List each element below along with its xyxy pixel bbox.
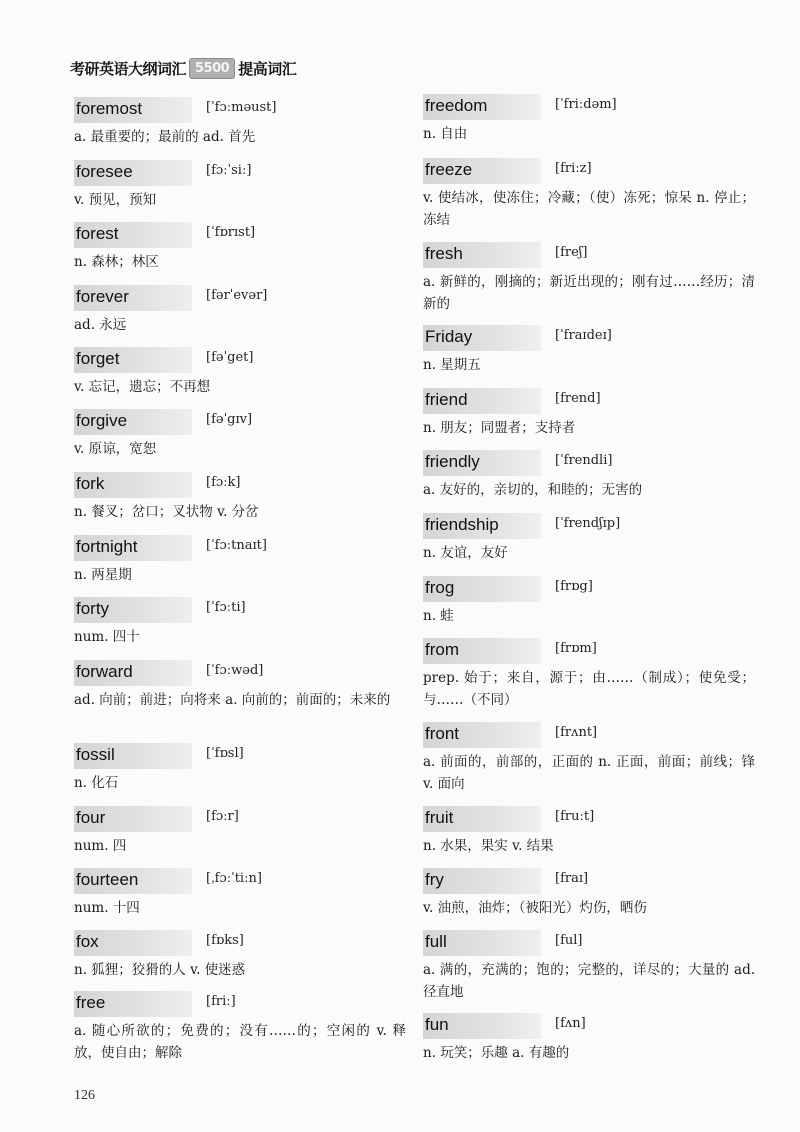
entry-word: forty (76, 599, 110, 618)
word-entry (74, 535, 406, 586)
entry-definition: a. 前面的，前部的，正面的 n. 正面，前面；前线；锋 v. 面向 (423, 754, 755, 792)
entry-phonetic: [fəˈget] (206, 350, 254, 365)
entry-word: friendly (425, 452, 480, 471)
entry-phonetic: [frʌnt] (555, 725, 598, 740)
entry-word: fourteen (76, 870, 139, 889)
entry-definition: n. 餐叉；岔口；叉状物 v. 分岔 (74, 504, 259, 520)
entry-definition: a. 满的，充满的；饱的；完整的，详尽的；大量的 ad. 径直地 (423, 962, 755, 1000)
entry-definition: num. 十四 (74, 900, 140, 916)
word-entry (74, 743, 406, 794)
entry-definition: n. 水果，果实 v. 结果 (423, 838, 554, 854)
entry-definition: n. 两星期 (74, 567, 132, 583)
entry-phonetic: [fɔːk] (206, 475, 241, 490)
entry-word: frog (425, 578, 455, 597)
header-badge: 5500 (189, 58, 235, 79)
entry-word: foresee (76, 162, 133, 181)
word-entry (423, 722, 755, 795)
entry-word: full (425, 932, 447, 951)
entry-phonetic: [ˈfɔːtnaɪt] (206, 538, 267, 553)
entry-word: friendship (425, 515, 499, 534)
entry-definition: n. 化石 (74, 775, 119, 791)
word-entry (423, 94, 755, 145)
entry-phonetic: [fɔːr] (206, 809, 239, 824)
page-number: 126 (74, 1088, 95, 1103)
entry-phonetic: [friː] (206, 994, 236, 1009)
entry-word: fruit (425, 808, 454, 827)
entry-phonetic: [fʌn] (555, 1016, 586, 1031)
entry-phonetic: [ful] (555, 933, 583, 948)
entry-definition: num. 四十 (74, 629, 140, 645)
entry-phonetic: [ˈfɒsl] (206, 746, 244, 761)
entry-definition: n. 星期五 (423, 357, 481, 373)
word-entry (74, 409, 406, 460)
entry-definition: a. 最重要的；最前的 ad. 首先 (74, 129, 256, 145)
entry-phonetic: [frɒg] (555, 579, 593, 594)
entry-word: fresh (425, 244, 463, 263)
word-entry (423, 806, 755, 857)
entry-phonetic: [ˈfriːdəm] (555, 97, 617, 112)
entry-definition: n. 玩笑；乐趣 a. 有趣的 (423, 1045, 570, 1061)
word-entry (423, 388, 755, 439)
entry-word: friend (425, 390, 468, 409)
entry-word: forget (76, 349, 120, 368)
entry-phonetic: [fɔːˈsiː] (206, 163, 252, 178)
entry-phonetic: [ˈfraɪdeɪ] (555, 328, 612, 343)
word-entry (74, 97, 406, 148)
entry-word: fossil (76, 745, 115, 764)
word-entry (423, 242, 755, 315)
word-entry (74, 285, 406, 336)
entry-word: fortnight (76, 537, 138, 556)
entry-definition: v. 预见，预知 (74, 192, 157, 208)
entry-word: fox (76, 932, 99, 951)
entry-word: fry (425, 870, 444, 889)
header-title-prefix: 考研英语大纲词汇 (70, 59, 187, 78)
entry-definition: n. 狐狸；狡猾的人 v. 使迷惑 (74, 962, 246, 978)
word-entry (423, 868, 755, 919)
entry-word: forest (76, 224, 119, 243)
entry-definition: ad. 永远 (74, 317, 127, 333)
word-entry (423, 576, 755, 627)
entry-phonetic: [ˈfɒrɪst] (206, 225, 256, 240)
entry-word: from (425, 640, 459, 659)
entry-word: fun (425, 1015, 449, 1034)
word-entry (74, 806, 406, 857)
entry-phonetic: [ˈfɔːwəd] (206, 663, 264, 678)
entry-word: free (76, 993, 106, 1012)
word-entry (423, 158, 755, 231)
entry-definition: n. 自由 (423, 126, 468, 142)
entry-definition: a. 友好的，亲切的，和睦的；无害的 (423, 482, 643, 498)
entry-definition: a. 新鲜的，刚摘的；新近出现的；刚有过……经历；清新的 (423, 274, 755, 312)
word-entry (74, 160, 406, 211)
entry-definition: v. 忘记，遗忘；不再想 (74, 379, 211, 395)
entry-word: fork (76, 474, 105, 493)
entry-word: freedom (425, 96, 488, 115)
word-entry (74, 597, 406, 648)
word-entry (74, 868, 406, 919)
entry-phonetic: [frɒm] (555, 641, 597, 656)
word-entry (74, 660, 406, 711)
entry-phonetic: [ˌfɔːˈtiːn] (206, 871, 262, 886)
entry-word: forever (76, 287, 129, 306)
entry-definition: prep. 始于；来自，源于；由……（制成）；使免受；与……（不同） (423, 670, 755, 708)
entry-phonetic: [fɒks] (206, 933, 244, 948)
word-entry (74, 991, 406, 1064)
entry-phonetic: [fərˈevər] (206, 288, 268, 303)
entry-definition: n. 蛙 (423, 608, 454, 624)
entry-word: freeze (425, 160, 473, 179)
entry-word: forgive (76, 411, 128, 430)
word-entry (74, 472, 406, 523)
entry-phonetic: [friːz] (555, 161, 592, 176)
word-entry (423, 325, 755, 376)
entry-word: front (425, 724, 460, 743)
entry-definition: num. 四 (74, 838, 127, 854)
entry-word: forward (76, 662, 133, 681)
entry-phonetic: [ˈfrendli] (555, 453, 613, 468)
entry-phonetic: [frend] (555, 391, 601, 406)
entry-definition: a. 随心所欲的；免费的；没有……的；空闲的 v. 释放，使自由；解除 (74, 1023, 406, 1061)
entry-definition: n. 朋友；同盟者；支持者 (423, 420, 576, 436)
word-entry (74, 930, 406, 981)
word-entry (423, 513, 755, 564)
entry-phonetic: [fruːt] (555, 809, 595, 824)
entry-word: Friday (425, 327, 473, 346)
entry-phonetic: [ˈfɔːti] (206, 600, 246, 615)
entry-word: foremost (76, 99, 143, 118)
word-entry (74, 222, 406, 273)
entry-phonetic: [freʃ] (555, 245, 588, 260)
entry-definition: ad. 向前；前进；向将来 a. 向前的；前面的；未来的 (74, 692, 391, 708)
entry-phonetic: [fəˈgɪv] (206, 412, 253, 427)
word-entry (423, 1013, 755, 1064)
header-title-suffix: 提高词汇 (238, 59, 297, 78)
word-entry (423, 930, 755, 1003)
entry-phonetic: [ˈfɔːməust] (206, 100, 277, 115)
word-entry (74, 347, 406, 398)
entry-word: four (76, 808, 106, 827)
page-header (70, 57, 296, 79)
word-entry (423, 450, 755, 501)
entry-definition: v. 原谅，宽恕 (74, 441, 157, 457)
entry-definition: v. 使结冰，使冻住；冷藏；（使）冻死；惊呆 n. 停止；冻结 (423, 190, 755, 228)
entry-definition: v. 油煎，油炸；（被阳光）灼伤，晒伤 (423, 900, 647, 916)
word-entry (423, 638, 755, 711)
entry-phonetic: [ˈfrendʃɪp] (555, 516, 621, 531)
entry-definition: n. 友谊，友好 (423, 545, 508, 561)
entry-definition: n. 森林；林区 (74, 254, 159, 270)
entry-phonetic: [fraɪ] (555, 871, 589, 886)
